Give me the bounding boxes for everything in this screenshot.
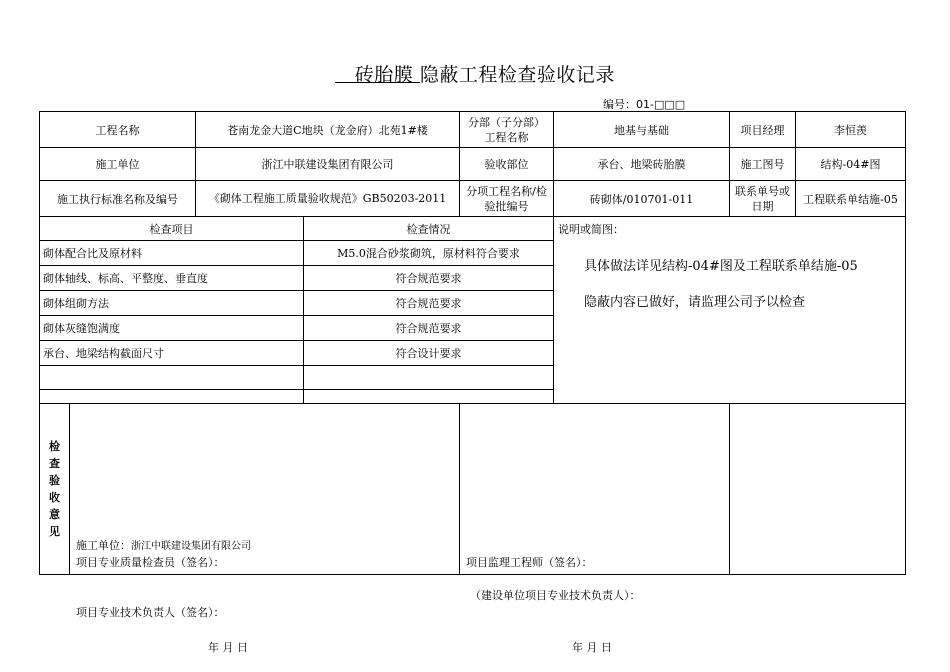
notes-line-2: 隐蔽内容已做好，请监理公司予以检查 [584,295,806,310]
contractor-prefix: 施工单位： [76,539,131,552]
header-row-3 [40,181,906,217]
contact-label: 联系单号或日期 [730,181,796,217]
supervisor-signature: 项目监理工程师（签名）： [466,556,593,569]
drawing-label: 施工图号 [730,148,796,181]
check-status: 符合规范要求 [304,316,554,341]
contact-value: 工程联系单结施-05 [796,181,906,217]
item-label: 分项工程名称/检验批编号 [460,181,554,217]
checks-header-row [40,217,906,241]
opinion-blank-cell [730,404,906,575]
title-subject: 砖胎膜 [335,64,420,86]
check-item: 砌体灰缝饱满度 [40,316,304,341]
pm-value: 李恒羡 [796,112,906,148]
check-status: 符合规范要求 [304,266,554,291]
inspection-record-table [39,111,906,654]
supervisor-opinion-cell [460,404,730,654]
accept-part-label: 验收部位 [460,148,554,181]
check-item: 砌体轴线、标高、平整度、垂直度 [40,266,304,291]
check-status: 符合规范要求 [304,291,554,316]
item-value: 砖砌体/010701-011 [554,181,730,217]
opinion-side-label-text: 检 查 验 收 意 见 [49,440,60,538]
check-status: M5.0混合砂浆砌筑，原材料符合要求 [304,241,554,266]
check-status-header: 检查情况 [304,217,554,241]
drawing-value: 结构-04#图 [796,148,906,181]
sub-division-label: 分部（子分部）工程名称 [460,112,554,148]
check-item-header: 检查项目 [40,217,304,241]
notes-line-1: 具体做法详见结构-04#图及工程联系单结施-05 [584,259,858,274]
header-row-1 [40,112,906,148]
project-name-label: 工程名称 [40,112,196,148]
standard-value: 《砌体工程施工质量验收规范》GB50203-2011 [196,181,460,217]
notes-cell [554,217,906,404]
qc-inspector-signature: 项目专业质量检查员（签名）： [76,556,225,569]
owner-tech-signature: （建设单位项目专业技术负责人）： [470,589,641,602]
contractor-label: 施工单位 [40,148,196,181]
contractor-value: 浙江中联建设集团有限公司 [196,148,460,181]
standard-label: 施工执行标准名称及编号 [40,181,196,217]
check-item: 砌体组砌方法 [40,291,304,316]
header-row-2 [40,148,906,181]
contractor-date: 年 月 日 [208,641,248,654]
opinion-row [40,404,906,575]
check-item: 砌体配合比及原材料 [40,241,304,266]
supervisor-date: 年 月 日 [572,641,613,654]
accept-part-value: 承台、地梁砖胎膜 [554,148,730,181]
project-name-value: 苍南龙金大道C地块（龙金府）北苑1#楼 [196,112,460,148]
opinion-contractor-name: 浙江中联建设集团有限公司 [131,541,251,552]
opinion-side-label [40,404,70,575]
document-title [0,60,950,87]
check-item: 承台、地梁结构截面尺寸 [40,341,304,366]
document-number: 编号：01-□□□ [603,98,686,111]
pm-label: 项目经理 [730,112,796,148]
notes-label: 说明或简图： [558,223,625,236]
title-rest: 隐蔽工程检查验收记录 [419,64,615,86]
sub-division-value: 地基与基础 [554,112,730,148]
check-status: 符合设计要求 [304,341,554,366]
tech-lead-signature: 项目专业技术负责人（签名）： [76,606,225,619]
contractor-opinion-cell [70,404,460,654]
